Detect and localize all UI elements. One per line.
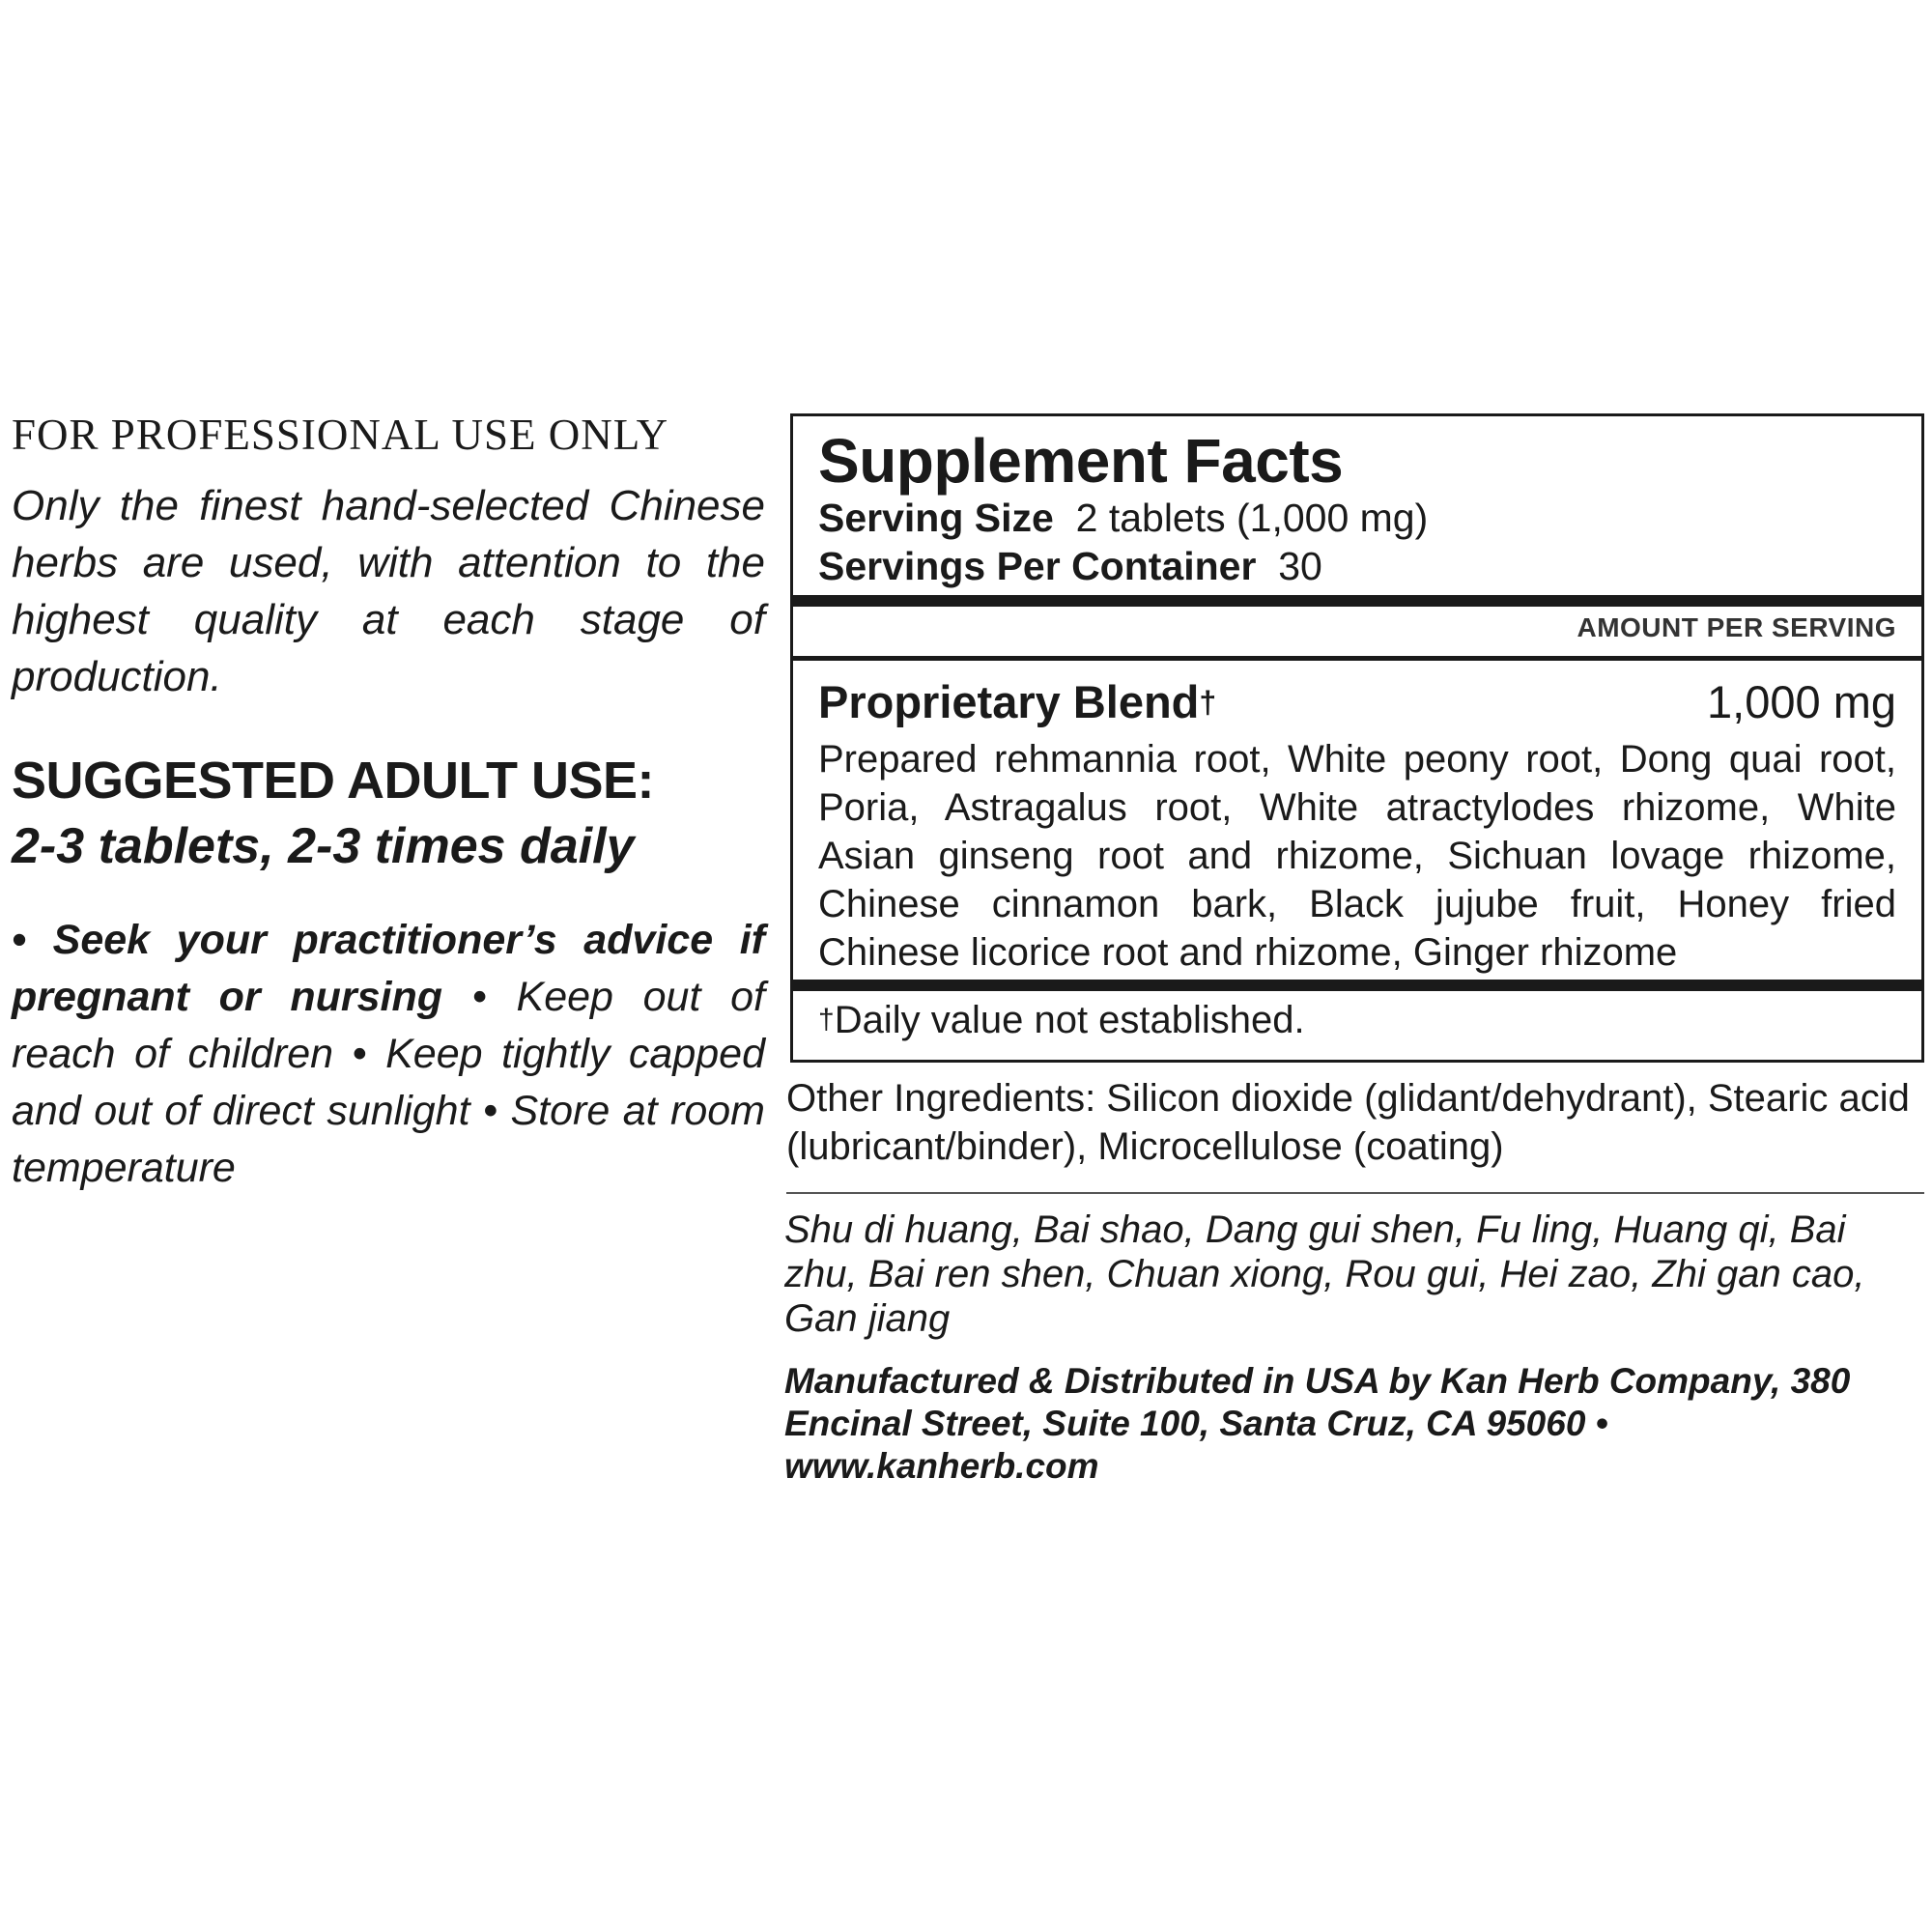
serving-size-value: 2 tablets (1,000 mg) <box>1075 496 1429 540</box>
warning-storage: • Keep out of reach of children • Keep tightly capped and out of direct sunlight • Store at room temperature <box>12 974 765 1191</box>
dv-note-text: Daily value not established. <box>834 999 1305 1041</box>
blend-dagger: † <box>1199 685 1217 720</box>
section-divider <box>786 1192 1924 1194</box>
amount-per-serving-label: AMOUNT PER SERVING <box>1577 612 1896 642</box>
dv-dagger: † <box>818 1004 835 1036</box>
warning-pregnancy: • Seek your practitioner’s advice if pregnant or nursing <box>12 917 765 1020</box>
professional-use-notice: FOR PROFESSIONAL USE ONLY <box>12 411 669 459</box>
blend-name <box>818 673 1216 731</box>
blend-name-text: Proprietary Blend <box>818 676 1200 727</box>
daily-value-note <box>818 996 1305 1044</box>
thin-divider <box>793 656 1921 661</box>
left-column <box>12 406 765 1197</box>
intro-text: Only the finest hand-selected Chinese herbs are used, with attention to the highest quality at each stage of production. <box>12 482 765 700</box>
servings-per-container-row <box>818 542 1428 590</box>
servings-per-container-label: Servings Per Container <box>818 544 1257 588</box>
manufacturer-info: Manufactured & Distributed in USA by Kan Herb Company, 380 Encinal Street, Suite 100, Santa Cruz, CA 95060 • www.kanherb.com <box>784 1361 1851 1486</box>
serving-size-label: Serving Size <box>818 496 1054 540</box>
blend-amount: 1,000 mg <box>1707 676 1896 727</box>
blend-row <box>818 673 1896 731</box>
suggested-use-dose: 2-3 tablets, 2-3 times daily <box>12 818 635 874</box>
other-ingredients: Other Ingredients: Silicon dioxide (glidant/dehydrant), Stearic acid (lubricant/binder), Microcellulose (coating) <box>786 1077 1910 1168</box>
pinyin-names: Shu di huang, Bai shao, Dang gui shen, Fu ling, Huang qi, Bai zhu, Bai ren shen, Chuan xiong, Rou gui, Hei zao, Zhi gan cao, Gan jiang <box>784 1208 1865 1340</box>
warnings-text <box>12 912 765 1197</box>
suggested-use-heading: SUGGESTED ADULT USE: <box>12 752 655 810</box>
serving-info <box>818 494 1428 590</box>
facts-title: Supplement Facts <box>818 426 1344 496</box>
serving-size-row <box>818 494 1428 542</box>
servings-per-container-value: 30 <box>1278 544 1322 588</box>
thick-divider-top <box>793 595 1921 607</box>
supplement-facts-panel <box>790 413 1924 1063</box>
blend-ingredients: Prepared rehmannia root, White peony root, Dong quai root, Poria, Astragalus root, White atractylodes rhizome, White Asian ginseng root and rhizome, Sichuan lovage rhizome, Chinese cinnamon bark, Black jujube fruit, Honey fried Chinese licorice root and rhizome, Ginger rhizome <box>818 738 1896 974</box>
thick-divider-bottom <box>793 980 1921 991</box>
